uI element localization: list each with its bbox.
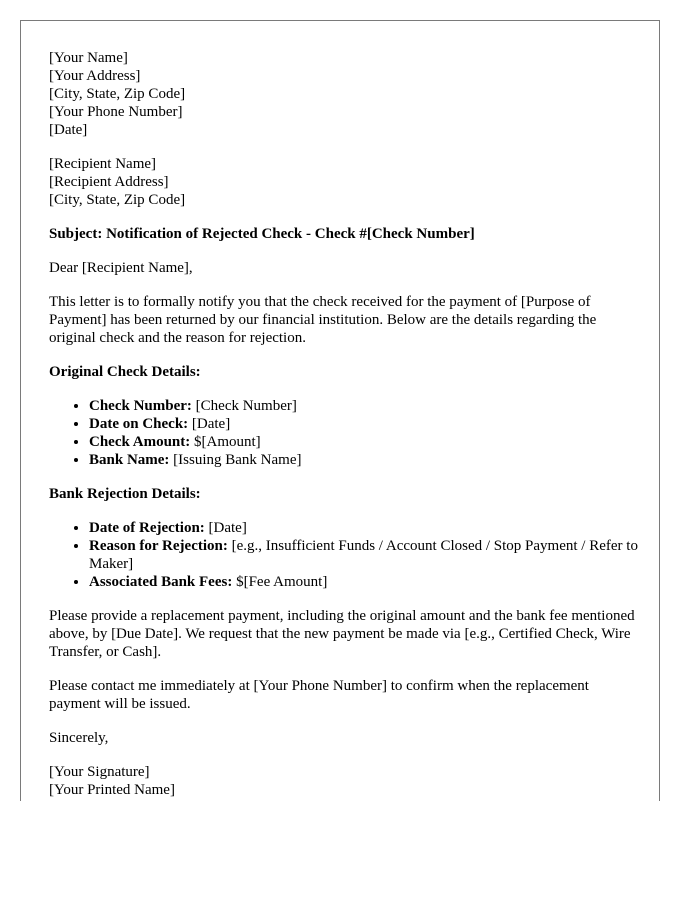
detail-value: [Date] [204, 520, 247, 536]
list-item [89, 451, 641, 469]
sender-name: [Your Name] [49, 50, 128, 66]
recipient-name: [Recipient Name] [49, 156, 157, 172]
detail-label: Reason for Rejection: [89, 538, 228, 554]
detail-label: Date on Check: [89, 416, 189, 432]
detail-label: Associated Bank Fees: [89, 574, 233, 590]
printed-name: [Your Printed Name] [49, 782, 175, 798]
signature: [Your Signature] [49, 764, 150, 780]
detail-value: $[Amount] [190, 434, 261, 450]
bank-rejection-list [49, 519, 641, 591]
letter-page [20, 20, 660, 801]
detail-label: Bank Name: [89, 452, 170, 468]
detail-label: Date of Rejection: [89, 520, 205, 536]
salutation: Dear [Recipient Name], [49, 260, 193, 276]
list-item [89, 415, 641, 433]
detail-value: [e.g., Insufficient Funds / Account Closed / Stop Payment / Refer to Maker] [89, 538, 638, 572]
detail-value: [Check Number] [191, 398, 297, 414]
contact-paragraph: Please contact me immediately at [Your Phone Number] to confirm when the replacement payment will be issued. [49, 678, 589, 712]
sender-block [49, 49, 641, 139]
detail-label: Check Number: [89, 398, 192, 414]
list-item [89, 519, 641, 537]
detail-value: [Date] [188, 416, 231, 432]
recipient-city-state-zip: [City, State, Zip Code] [49, 192, 186, 208]
replacement-paragraph: Please provide a replacement payment, including the original amount and the bank fee mentioned above, by [Due Date]. We request that the new payment be made via [e.g., Certified Check, Wire Transfer, or Cash]. [49, 608, 635, 660]
recipient-address: [Recipient Address] [49, 174, 169, 190]
closing: Sincerely, [49, 730, 109, 746]
bank-rejection-heading: Bank Rejection Details: [49, 486, 201, 502]
detail-label: Check Amount: [89, 434, 191, 450]
letter-date: [Date] [49, 122, 88, 138]
original-check-list [49, 397, 641, 469]
sender-city-state-zip: [City, State, Zip Code] [49, 86, 186, 102]
sender-phone: [Your Phone Number] [49, 104, 183, 120]
sender-address: [Your Address] [49, 68, 141, 84]
list-item [89, 433, 641, 451]
signature-block [49, 763, 641, 799]
detail-value: $[Fee Amount] [232, 574, 328, 590]
recipient-block [49, 155, 641, 209]
original-check-heading: Original Check Details: [49, 364, 201, 380]
intro-paragraph: This letter is to formally notify you that the check received for the payment of [Purpose of Payment] has been returned by our financial institution. Below are the details regarding the original check and the reason for rejection. [49, 294, 597, 346]
list-item [89, 573, 641, 591]
detail-value: [Issuing Bank Name] [169, 452, 302, 468]
subject-line: Subject: Notification of Rejected Check - Check #[Check Number] [49, 226, 475, 242]
list-item [89, 537, 641, 573]
list-item [89, 397, 641, 415]
letter-content [49, 49, 641, 799]
